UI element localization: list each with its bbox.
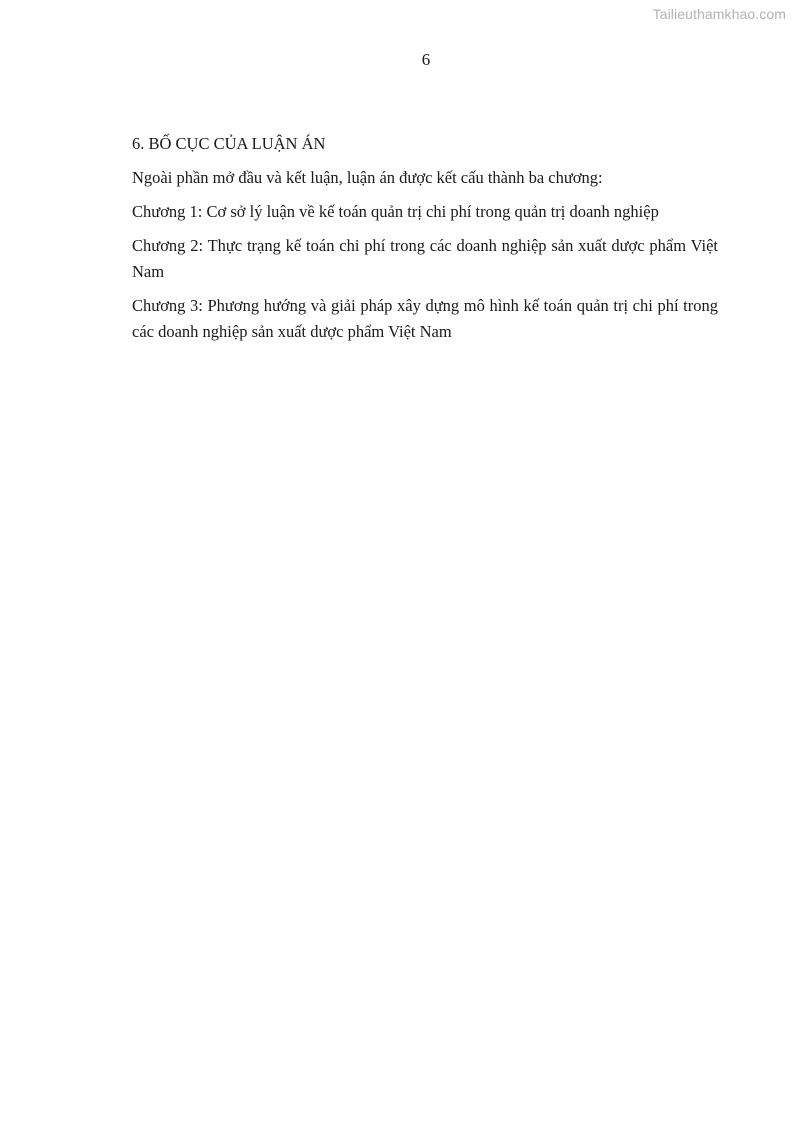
section-heading: 6. BỐ CỤC CỦA LUẬN ÁN	[132, 134, 326, 153]
watermark: Tailieuthamkhao.com	[652, 6, 786, 22]
document-body	[132, 131, 718, 353]
chapter-1-paragraph: Chương 1: Cơ sở lý luận về kế toán quản trị chi phí trong quản trị doanh nghiệp	[132, 202, 659, 221]
page-number: 6	[421, 50, 431, 69]
chapter-2-paragraph: Chương 2: Thực trạng kế toán chi phí trong các doanh nghiệp sản xuất dược phẩm Việt Nam	[132, 236, 718, 281]
chapter-3-paragraph: Chương 3: Phương hướng và giải pháp xây dựng mô hình kế toán quản trị chi phí trong các doanh nghiệp sản xuất dược phẩm Việt Nam	[132, 296, 718, 341]
intro-paragraph: Ngoài phần mở đầu và kết luận, luận án được kết cấu thành ba chương:	[132, 168, 603, 187]
